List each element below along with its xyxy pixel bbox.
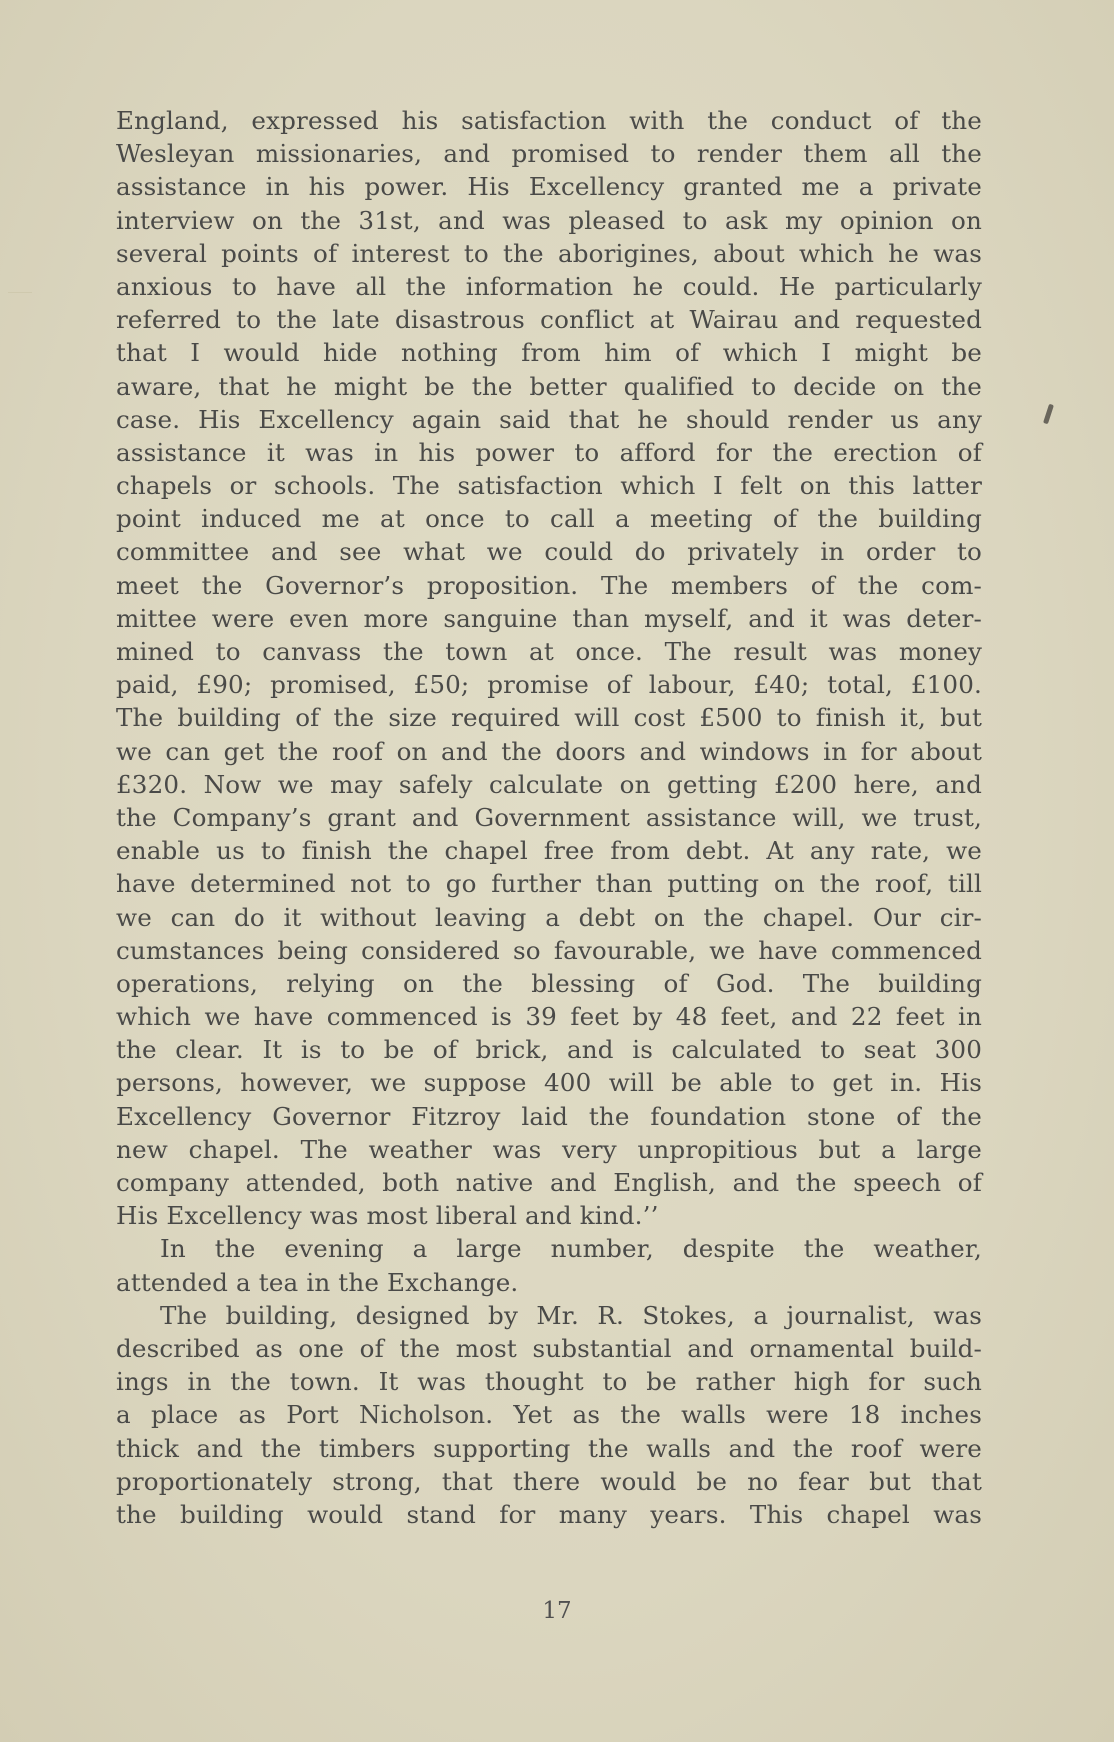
text-line: referred to the late disastrous conflict at Wairau and requested (116, 305, 982, 335)
text-line: mittee were even more sanguine than myself, and it was deter- (116, 603, 982, 633)
text-line: interview on the 31st, and was pleased to ask my opinion on (116, 205, 982, 235)
text-line: thick and the timbers supporting the walls and the roof were (116, 1433, 982, 1463)
text-line: case. His Excellency again said that he should render us any (116, 404, 982, 434)
text-line: new chapel. The weather was very unpropitious but a large (116, 1134, 982, 1164)
paragraph-start-line: The building, designed by Mr. R. Stokes, a journalist, was (160, 1300, 982, 1330)
text-line: have determined not to go further than putting on the roof, till (116, 869, 982, 899)
text-line: which we have commenced is 39 feet by 48 feet, and 22 feet in (116, 1002, 982, 1032)
text-line: His Excellency was most liberal and kind.’’ (116, 1201, 659, 1231)
text-line: paid, £90; promised, £50; promise of labour, £40; total, £100. (116, 670, 982, 700)
text-line: we can do it without leaving a debt on the chapel. Our cir- (116, 902, 982, 932)
text-line: aware, that he might be the better qualified to decide on the (116, 371, 982, 401)
text-line: persons, however, we suppose 400 will be able to get in. His (116, 1068, 982, 1098)
text-line: the building would stand for many years. This chapel was (116, 1499, 982, 1529)
text-line: described as one of the most substantial and ornamental build- (116, 1333, 982, 1363)
page-number: 17 (542, 1598, 572, 1624)
text-line: attended a tea in the Exchange. (116, 1267, 519, 1297)
text-line: company attended, both native and English, and the speech of (116, 1168, 982, 1197)
text-line: point induced me at once to call a meeting of the building (116, 504, 982, 534)
text-line: The building of the size required will cost £500 to finish it, but (116, 703, 982, 733)
text-line: several points of interest to the aborigines, about which he was (116, 238, 982, 268)
paragraph-start-line: In the evening a large number, despite the weather, (160, 1234, 982, 1264)
text-line: the Company’s grant and Government assistance will, we trust, (116, 802, 982, 832)
text-line: that I would hide nothing from him of which I might be (116, 338, 982, 368)
text-line: the clear. It is to be of brick, and is calculated to seat 300 (116, 1035, 982, 1065)
text-line: operations, relying on the blessing of God. The building (116, 968, 982, 998)
text-line: Wesleyan missionaries, and promised to render them all the (116, 139, 982, 169)
margin-tick (8, 292, 32, 293)
text-line: we can get the roof on and the doors and windows in for about (116, 736, 982, 766)
text-line: meet the Governor’s proposition. The members of the com- (116, 570, 982, 600)
text-line: a place as Port Nicholson. Yet as the walls were 18 inches (116, 1400, 982, 1430)
text-line: Excellency Governor Fitzroy laid the foundation stone of the (116, 1101, 982, 1131)
text-line: £320. Now we may safely calculate on getting £200 here, and (116, 769, 982, 799)
body-text (116, 104, 982, 1531)
text-line: cumstances being considered so favourable, we have commenced (116, 935, 982, 965)
text-line: proportionately strong, that there would be no fear but that (116, 1466, 982, 1496)
text-line: committee and see what we could do privately in order to (116, 537, 982, 567)
text-line: ings in the town. It was thought to be rather high for such (116, 1367, 982, 1397)
text-line: anxious to have all the information he could. He particularly (116, 271, 982, 301)
text-line: enable us to finish the chapel free from debt. At any rate, we (116, 836, 982, 866)
text-line: England, expressed his satisfaction with the conduct of the (116, 106, 982, 135)
text-line: assistance it was in his power to afford for the erection of (116, 437, 982, 467)
text-line: assistance in his power. His Excellency granted me a private (116, 172, 982, 202)
margin-ink-mark (1043, 404, 1054, 425)
text-line: mined to canvass the town at once. The result was money (116, 637, 982, 666)
text-line: chapels or schools. The satisfaction which I felt on this latter (116, 471, 982, 501)
